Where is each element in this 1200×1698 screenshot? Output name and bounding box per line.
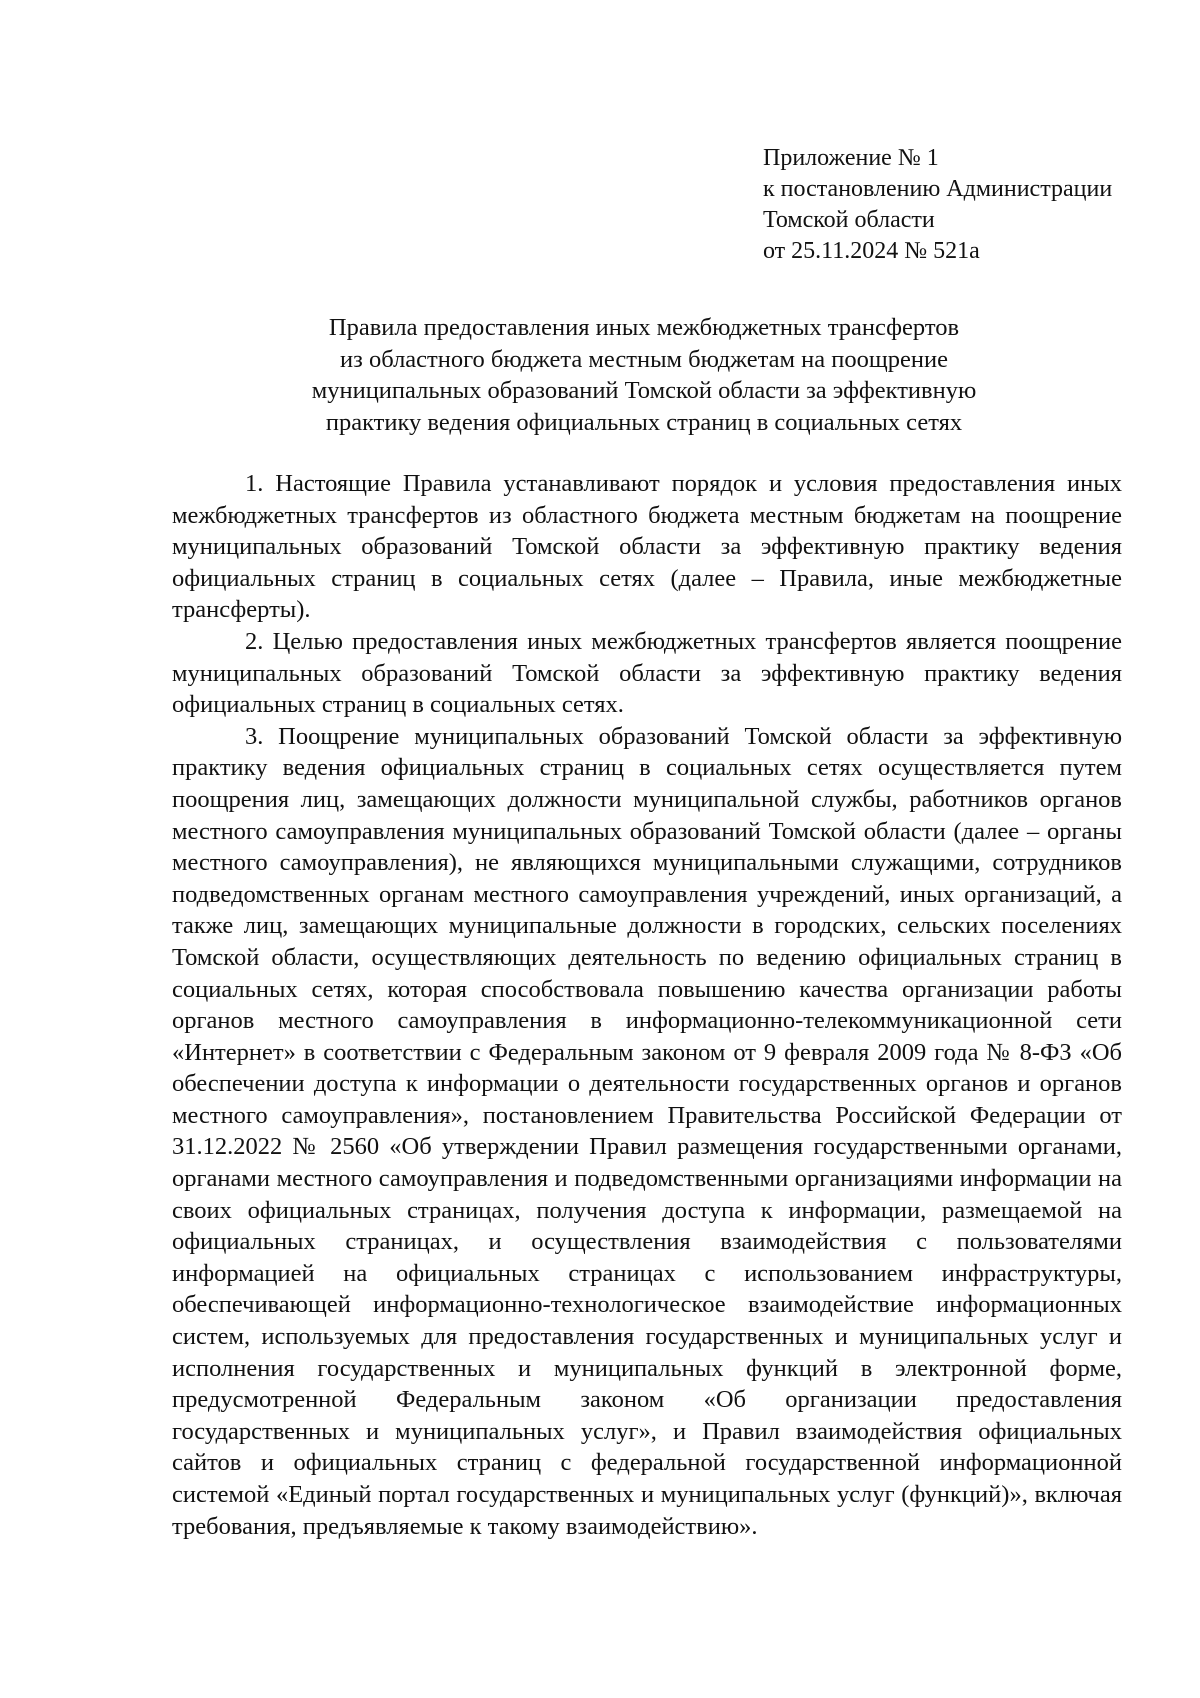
document-body — [172, 468, 1122, 1542]
title-line: из областного бюджета местным бюджетам на поощрение — [340, 345, 948, 373]
appendix-header — [763, 143, 1143, 267]
title-line: Правила предоставления иных межбюджетных трансфертов — [328, 314, 960, 341]
document-title — [170, 312, 1118, 438]
title-line: муниципальных образований Томской области за эффективную — [311, 377, 977, 404]
paragraph-1: 1. Настоящие Правила устанавливают порядок и условия предоставления иных межбюджетных трансфертов из областного бюджета местным бюджетам на поощрение муниципальных образований Томской области за эффективную практику ведения официальных страниц в социальных сетях (далее – Правила, иные межбюджетные трансферты). — [172, 470, 1122, 624]
paragraph-2: 2. Целью предоставления иных межбюджетных трансфертов является поощрение муниципальных образований Томской области за эффективную практику ведения официальных страниц в социальных сетях. — [172, 627, 1122, 719]
paragraph-3: 3. Поощрение муниципальных образований Томской области за эффективную практику ведения официальных страниц в социальных сетях осуществляется путем поощрения лиц, замещающих должности муниципальной службы, работников органов местного самоуправления муниципальных образований Томской области (далее – органы местного самоуправления), не являющихся муниципальными служащими, сотрудников подведомственных органам местного самоуправления учреждений, иных организаций, а также лиц, замещающих муниципальные должности в городских, сельских поселениях Томской области, осуществляющих деятельность по ведению официальных страниц в социальных сетях, которая способствовала повышению качества организации работы органов местного самоуправления в информационно-телекоммуникационной сети «Интернет» в соответствии с Федеральным законом от 9 февраля 2009 года № 8-ФЗ «Об обеспечении доступа к информации о деятельности государственных органов и органов местного самоуправления», постановлением Правительства Российской Федерации от 31.12.2022 № 2560 «Об утверждении Правил размещения государственными органами, органами местного самоуправления и подведомственными организациями информации на своих официальных страницах, получения доступа к информации, размещаемой на официальных страницах, и осуществления взаимодействия с пользователями информацией на официальных страницах с использованием инфраструктуры, обеспечивающей информационно-технологическое взаимодействие информационных систем, используемых для предоставления государственных и муниципальных услуг и исполнения государственных и муниципальных функций в электронной форме, предусмотренной Федеральным законом «Об организации предоставления государственных и муниципальных услуг», и Правил взаимодействия официальных сайтов и официальных страниц с федеральной государственной информационной системой «Единый портал государственных и муниципальных услуг (функций)», включая требования, предъявляемые к такому взаимодействию». — [172, 722, 1122, 1540]
title-line: практику ведения официальных страниц в социальных сетях — [325, 408, 963, 436]
appendix-reference: к постановлению Администрации — [763, 176, 1113, 202]
appendix-number: Приложение № 1 — [763, 145, 939, 171]
appendix-date-number: от 25.11.2024 № 521а — [763, 238, 980, 264]
appendix-region: Томской области — [763, 207, 935, 233]
